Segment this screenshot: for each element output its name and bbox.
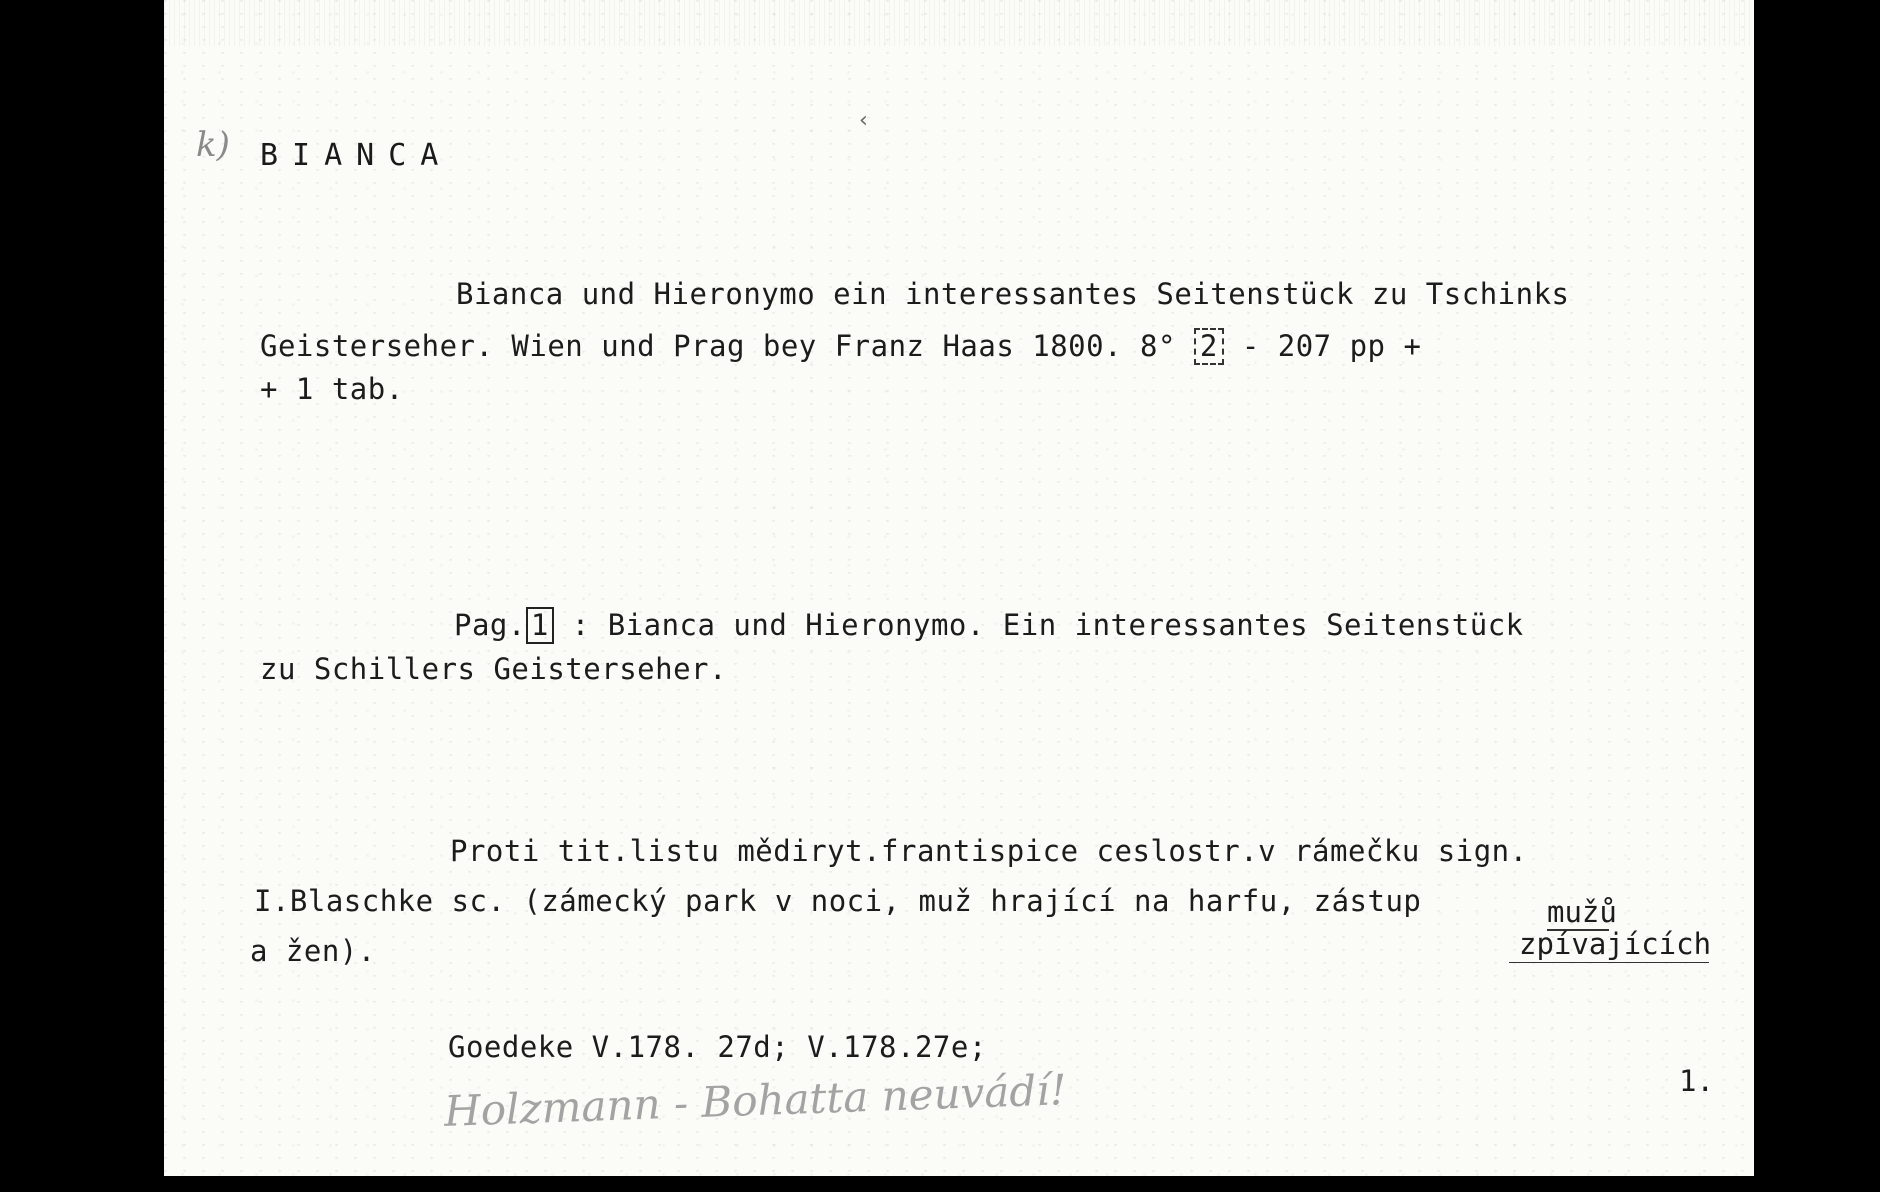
description-line-1: Proti tit.listu mědiryt.frantispice ceslostr.v rámečku sign.: [450, 834, 1528, 868]
title-line-2: [260, 328, 1421, 365]
leaf-count-bracket: 2: [1194, 328, 1224, 365]
insert-underline-2: [1509, 962, 1709, 963]
pagination-text: : Bianca und Hieronymo. Ein interessantes Seitenstück: [553, 608, 1524, 642]
pagination-line-1: [454, 607, 1524, 644]
scan-noise: [164, 0, 1754, 46]
scan-mark: ‹: [857, 108, 871, 133]
page-number: 1.: [1679, 1064, 1714, 1098]
pagination-line-2: zu Schillers Geisterseher.: [260, 652, 727, 686]
page-bracket: 1: [526, 607, 554, 644]
description-insert-2: zpívajících: [1519, 927, 1712, 961]
catalog-card: [164, 0, 1754, 1176]
goedeke-reference: Goedeke V.178. 27d; V.178.27e;: [448, 1030, 987, 1064]
handwritten-note: Holzmann - Bohatta neuvádí!: [443, 1065, 1068, 1136]
card-heading: BIANCA: [260, 138, 453, 173]
description-insert-1: mužů: [1547, 895, 1617, 929]
description-line-3: a žen).: [250, 934, 376, 968]
pagination-prefix: Pag.: [454, 608, 526, 642]
description-line-2: I.Blaschke sc. (zámecký park v noci, muž hrající na harfu, zástup: [254, 884, 1422, 918]
title-line-2-tail: - 207 pp +: [1223, 329, 1422, 363]
title-line-3: + 1 tab.: [260, 372, 404, 406]
margin-mark: k): [196, 125, 230, 165]
title-line-2-text: Geisterseher. Wien und Prag bey Franz Haas 1800. 8°: [260, 329, 1194, 363]
title-line-1: Bianca und Hieronymo ein interessantes Seitenstück zu Tschinks: [456, 277, 1570, 311]
